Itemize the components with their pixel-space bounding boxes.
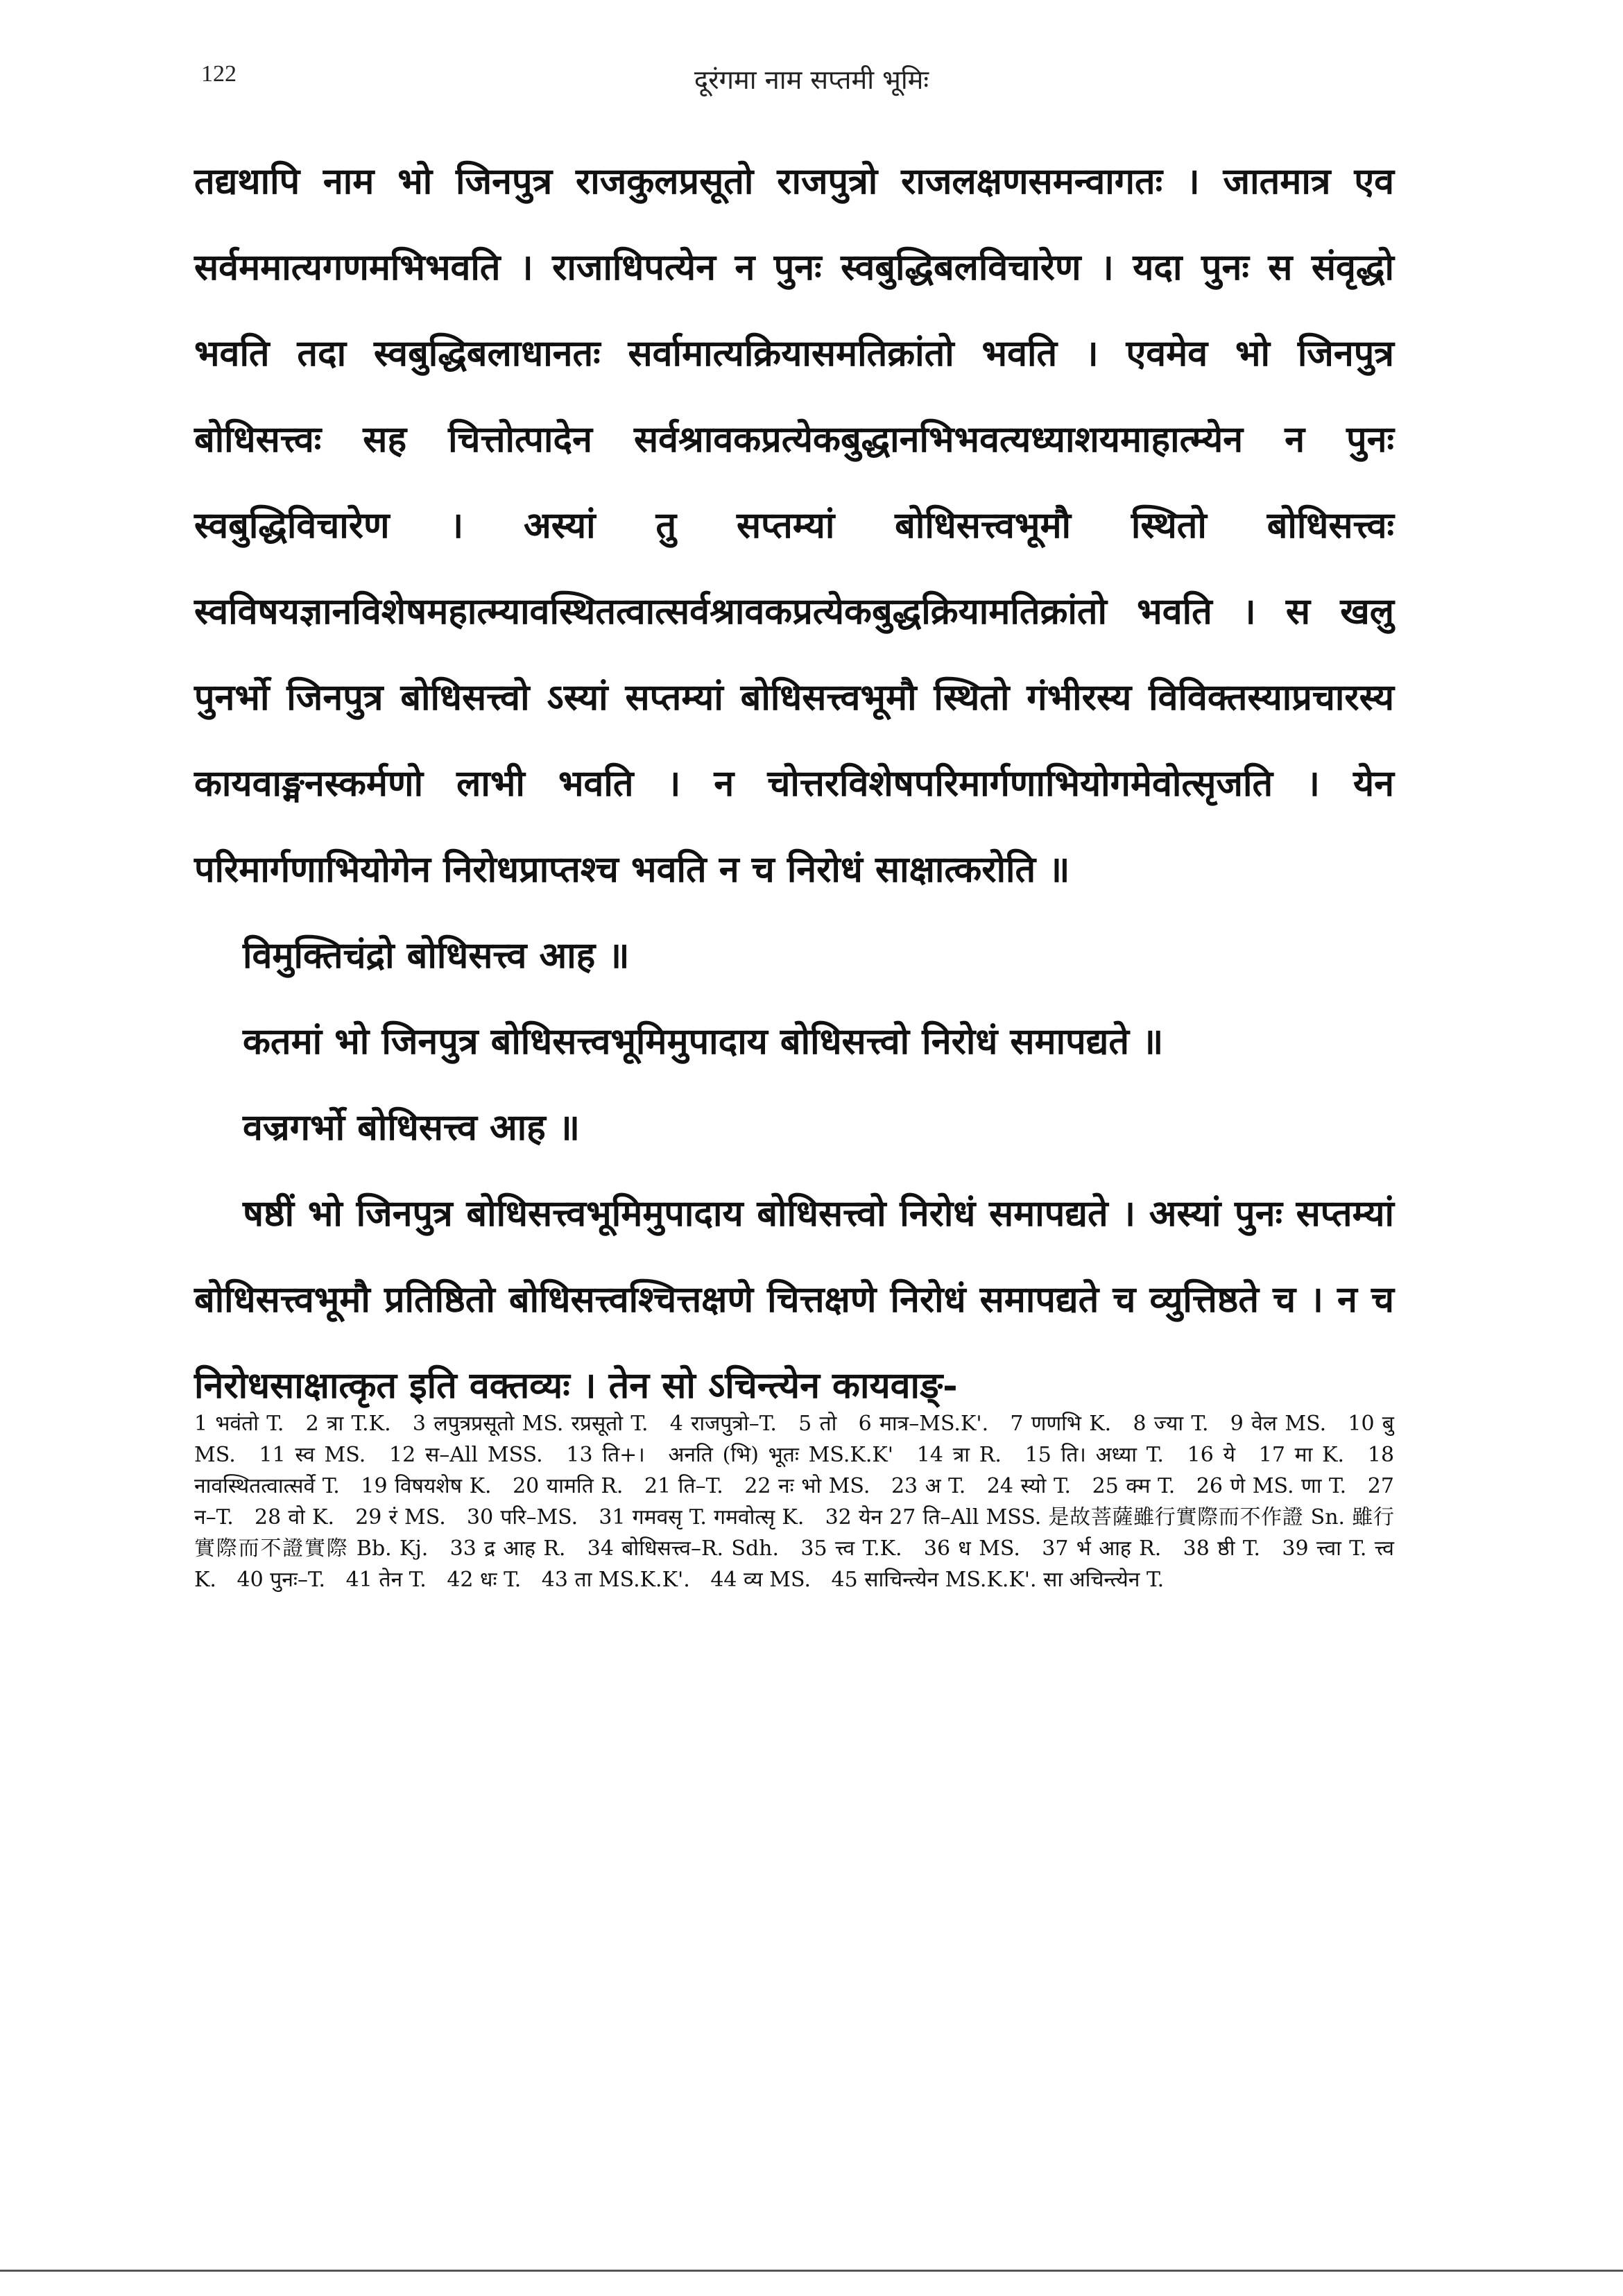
footnote-13: 13 ति+। (566, 1443, 645, 1467)
footnote-12: 12 स–All MSS. (389, 1443, 543, 1467)
footnote-35: 34 बोधिसत्त्व–R. Sdh. (587, 1536, 780, 1561)
footnote-6: 6 मात्र–MS.K'. (858, 1412, 989, 1436)
footnote-42: 41 तेन T. (345, 1568, 427, 1592)
footnote-17: 16 ये (1187, 1443, 1235, 1467)
footnote-25: 24 स्यो T. (986, 1474, 1072, 1498)
footnote-7: 7 णणभि K. (1010, 1412, 1112, 1436)
footnote-28: 27 न–T. (194, 1474, 1394, 1530)
footnote-38: 37 र्भ आह R. (1042, 1536, 1162, 1561)
footnote-8: 8 ज्या T. (1133, 1412, 1209, 1436)
footnote-31: 30 परि–MS. (466, 1505, 578, 1530)
footnote-36: 35 त्त्व T.K. (800, 1536, 902, 1561)
footnote-23: 22 नः भो MS. (744, 1474, 870, 1498)
footnote-44: 43 ता MS.K.K'. (541, 1568, 690, 1592)
footnote-5: 5 तो (798, 1412, 837, 1436)
footnote-32: 31 गमवसृ T. गमवोत्सृ K. (599, 1505, 805, 1530)
footnote-22: 21 ति–T. (644, 1474, 723, 1498)
paragraph-2: षष्ठीं भो जिनपुत्र बोधिसत्त्वभूमिमुपादाय बोधिसत्त्वो निरोधं समापद्यते । अस्यां पुनः सप्तम्यां बोधिसत्त्वभूमौ प्रतिष्ठितो बोधिसत्त्वश्चित्तक्षणे चित्तक्षणे निरोधं समापद्यते च व्युत्तिष्ठते च । न च निरोधसाक्षात्कृत इति वक्तव्यः । तेन सो ऽचिन्त्येन कायवाङ्- (194, 1192, 1394, 1407)
main-text (194, 139, 1394, 1429)
footnote-46: 45 साचिन्त्येन MS.K.K'. सा अचिन्त्येन T. (831, 1568, 1165, 1592)
footnote-33: 32 येन 27 ति–All MSS. 是故菩薩雖行實際而不作證 Sn. 雖行實際而不證實際 Bb. Kj. (194, 1505, 1394, 1561)
footnote-16: 15 ति। अध्या T. (1024, 1443, 1164, 1467)
dialog-line-3: वज्रगर्भो बोधिसत्त्व आह ॥ (243, 1106, 581, 1149)
footnote-21: 20 यामति R. (513, 1474, 624, 1498)
footnote-29: 28 वो K. (255, 1505, 334, 1530)
footnote-20: 19 विषयशेष K. (361, 1474, 492, 1498)
footnote-14: अनति (भि) भूतः MS.K.K' (668, 1443, 894, 1467)
footnote-43: 42 धः T. (447, 1568, 522, 1592)
bottom-rule (0, 2270, 1623, 2272)
footnote-11: 11 स्व MS. (259, 1443, 366, 1467)
footnote-40: 39 त्त्वा T. त्त्व K. (194, 1536, 1394, 1592)
footnote-2: 2 त्रा T.K. (305, 1412, 391, 1436)
footnote-15: 14 त्रा R. (916, 1443, 1002, 1467)
running-head: दूरंगमा नाम सप्तमी भूमिः (694, 65, 929, 95)
dialog-line-1: विमुक्तिचंद्रो बोधिसत्त्व आह ॥ (243, 934, 630, 977)
footnote-3: 3 लपुत्रप्रसूतो MS. रप्रसूतो T. (412, 1412, 649, 1436)
footnote-30: 29 रं MS. (355, 1505, 446, 1530)
footnote-18: 17 मा K. (1258, 1443, 1345, 1467)
page-number: 122 (201, 61, 237, 87)
footnote-34: 33 द्र आह R. (449, 1536, 566, 1561)
footnote-24: 23 अ T. (891, 1474, 966, 1498)
paragraph-1: तद्यथापि नाम भो जिनपुत्र राजकुलप्रसूतो राजपुत्रो राजलक्षणसमन्वागतः । जातमात्र एव सर्वममात्यगणमभिभवति । राजाधिपत्येन न पुनः स्वबुद्धिबलविचारेण । यदा पुनः स संवृद्धो भवति तदा स्वबुद्धिबलाधानतः सर्वामात्यक्रियासमतिक्रांतो भवति । एवमेव भो जिनपुत्र बोधिसत्त्वः सह चित्तोत्पादेन सर्वश्रावकप्रत्येकबुद्धानभिभवत्यध्याशयमाहात्म्येन न पुनः स्वबुद्धिविचारेण । अस्यां तु सप्तम्यां बोधिसत्त्वभूमौ स्थितो बोधिसत्त्वः स्वविषयज्ञानविशेषमहात्म्यावस्थितत्वात्सर्वश्रावकप्रत्येकबुद्धक्रियामतिक्रांतो भवति । स खलु पुनर्भो जिनपुत्र बोधिसत्त्वो ऽस्यां सप्तम्यां बोधिसत्त्वभूमौ स्थितो गंभीरस्य विविक्तस्याप्रचारस्य कायवाङ्मनस्कर्मणो लाभी भवति । न चोत्तरविशेषपरिमार्गणाभियोगमेवोत्सृजति । येन परिमार्गणाभियोगेन निरोधप्राप्तश्च भवति न च निरोधं साक्षात्करोति ॥ (194, 160, 1394, 891)
footnote-39: 38 ष्ठी T. (1183, 1536, 1261, 1561)
footnote-45: 44 व्य MS. (710, 1568, 811, 1592)
footnote-1: 1 भवंतो T. (194, 1412, 284, 1436)
footnote-4: 4 राजपुत्रो–T. (669, 1412, 777, 1436)
footnotes (194, 1408, 1394, 1595)
footnote-10: 10 बु MS. (194, 1412, 1394, 1467)
footnote-9: 9 वेल MS. (1230, 1412, 1327, 1436)
footnote-19: 18 नावस्थितत्वात्सर्वे T. (194, 1443, 1395, 1498)
footnote-41: 40 पुनः–T. (237, 1568, 326, 1592)
footnote-26: 25 क्म T. (1092, 1474, 1176, 1498)
footnote-27: 26 णे MS. णा T. (1196, 1474, 1347, 1498)
dialog-line-2: कतमां भो जिनपुत्र बोधिसत्त्वभूमिमुपादाय बोधिसत्त्वो निरोधं समापद्यते ॥ (243, 1020, 1164, 1063)
footnote-37: 36 ध MS. (923, 1536, 1020, 1561)
